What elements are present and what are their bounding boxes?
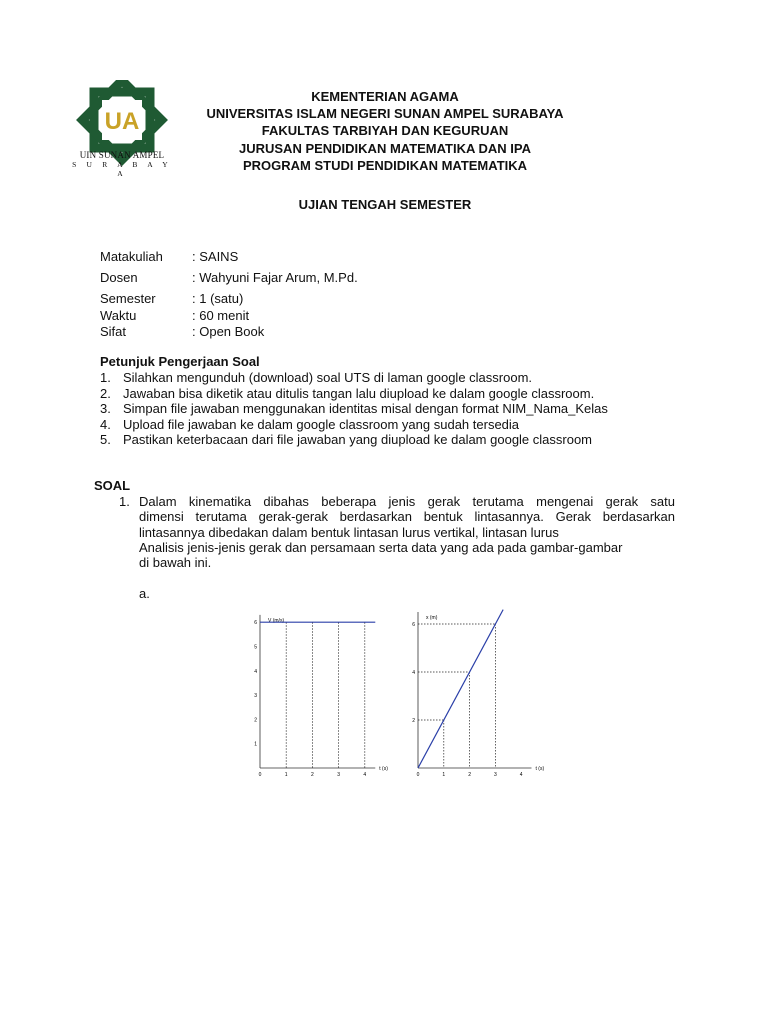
y-tick-label: 2 <box>412 718 415 724</box>
info-label: Matakuliah <box>100 249 163 264</box>
header-line-program: PROGRAM STUDI PENDIDIKAN MATEMATIKA <box>242 157 528 173</box>
instruction-item <box>100 370 532 385</box>
question-text <box>139 494 675 570</box>
info-row-nature <box>100 324 264 339</box>
part-a-label: a. <box>139 586 150 601</box>
y-tick-label: 3 <box>254 693 257 700</box>
question-line: Analisis jenis-jenis gerak dan persamaan serta data yang ada pada gambar-gambar <box>139 539 623 555</box>
x-tick-label: 2 <box>311 772 314 778</box>
instruction-text: Upload file jawaban ke dalam google classroom yang sudah tersedia <box>123 417 520 432</box>
x-tick-label: 0 <box>258 772 262 778</box>
x-axis-label: t (s) <box>379 766 388 772</box>
position-time-chart <box>405 600 555 780</box>
info-row-duration <box>100 308 249 323</box>
instruction-number: 2. <box>100 386 111 401</box>
y-tick-label: 6 <box>412 622 415 628</box>
instruction-text: Simpan file jawaban menggunakan identitas misal dengan format NIM_Nama_Kelas <box>123 401 608 416</box>
info-label: Dosen <box>100 270 138 285</box>
info-value: : 1 (satu) <box>192 291 244 306</box>
info-value: : Wahyuni Fajar Arum, M.Pd. <box>192 270 358 285</box>
instruction-item <box>100 432 592 447</box>
info-value: : 60 menit <box>192 308 250 323</box>
info-row-lecturer <box>100 270 358 285</box>
instruction-number: 4. <box>100 417 111 432</box>
info-label: Waktu <box>100 308 137 323</box>
instruction-item <box>100 417 519 432</box>
velocity-time-chart <box>250 600 390 780</box>
info-row-course <box>100 249 238 264</box>
header-line-faculty: FAKULTAS TARBIYAH DAN KEGURUAN <box>261 123 509 139</box>
y-tick-label: 4 <box>412 670 415 676</box>
info-label: Sifat <box>100 324 127 339</box>
soal-title: SOAL <box>94 478 131 493</box>
x-tick-label: 3 <box>494 772 497 778</box>
logo-caption <box>72 150 172 178</box>
header-line-department: JURUSAN PENDIDIKAN MATEMATIKA DAN IPA <box>238 140 532 156</box>
info-label: Semester <box>100 291 156 306</box>
instruction-text: Pastikan keterbacaan dari file jawaban yang diupload ke dalam google classroom <box>123 432 593 447</box>
y-tick-label: 4 <box>254 668 257 675</box>
exam-title: UJIAN TENGAH SEMESTER <box>298 197 472 212</box>
logo-monogram: UA <box>104 108 140 135</box>
info-row-semester <box>100 291 243 306</box>
x-tick-label: 0 <box>416 772 420 778</box>
institution-header <box>160 88 610 174</box>
instruction-number: 3. <box>100 401 111 416</box>
instructions-title: Petunjuk Pengerjaan Soal <box>100 354 260 369</box>
logo-city: S U R A B A Y A <box>72 160 172 178</box>
instruction-number: 1. <box>100 370 111 385</box>
question-line: dimensi terutama gerak-gerak berdasarkan bentuk lintasannya. Gerak berdasarkan <box>139 509 675 525</box>
y-tick-label: 2 <box>254 717 257 724</box>
x-tick-label: 4 <box>363 772 367 778</box>
instruction-text: Silahkan mengunduh (download) soal UTS di laman google classroom. <box>123 370 533 385</box>
y-tick-label: 6 <box>254 620 257 627</box>
x-tick-label: 1 <box>284 772 288 778</box>
y-tick-label: 1 <box>254 741 257 748</box>
x-axis-label: t (s) <box>535 766 545 772</box>
header-line-university: UNIVERSITAS ISLAM NEGERI SUNAN AMPEL SURABAYA <box>206 106 564 122</box>
question-line: lintasannya dibedakan dalam bentuk lintasan lurus vertikal, lintasan lurus <box>139 524 559 540</box>
y-tick-label: 5 <box>254 644 257 651</box>
y-axis-label: V (m/s) <box>268 617 285 624</box>
header-line-ministry: KEMENTERIAN AGAMA <box>311 89 459 104</box>
x-tick-label: 1 <box>442 772 446 778</box>
y-axis-label: x (m) <box>426 615 438 621</box>
info-value: : Open Book <box>192 324 265 339</box>
question-line: Dalam kinematika dibahas beberapa jenis gerak terutama mengenai gerak satu <box>139 494 675 509</box>
x-tick-label: 3 <box>337 772 340 778</box>
instruction-number: 5. <box>100 432 111 447</box>
instruction-item <box>100 401 608 416</box>
x-tick-label: 4 <box>519 772 523 778</box>
instruction-item <box>100 386 594 401</box>
question-line: di bawah ini. <box>139 555 212 571</box>
logo-name: UIN SUNAN AMPEL <box>79 150 165 160</box>
info-value: : SAINS <box>192 249 239 264</box>
data-series-line <box>418 610 503 768</box>
question-number: 1. <box>119 494 130 509</box>
instruction-text: Jawaban bisa diketik atau ditulis tangan lalu diupload ke dalam google classroom. <box>123 386 595 401</box>
x-tick-label: 2 <box>468 772 471 778</box>
